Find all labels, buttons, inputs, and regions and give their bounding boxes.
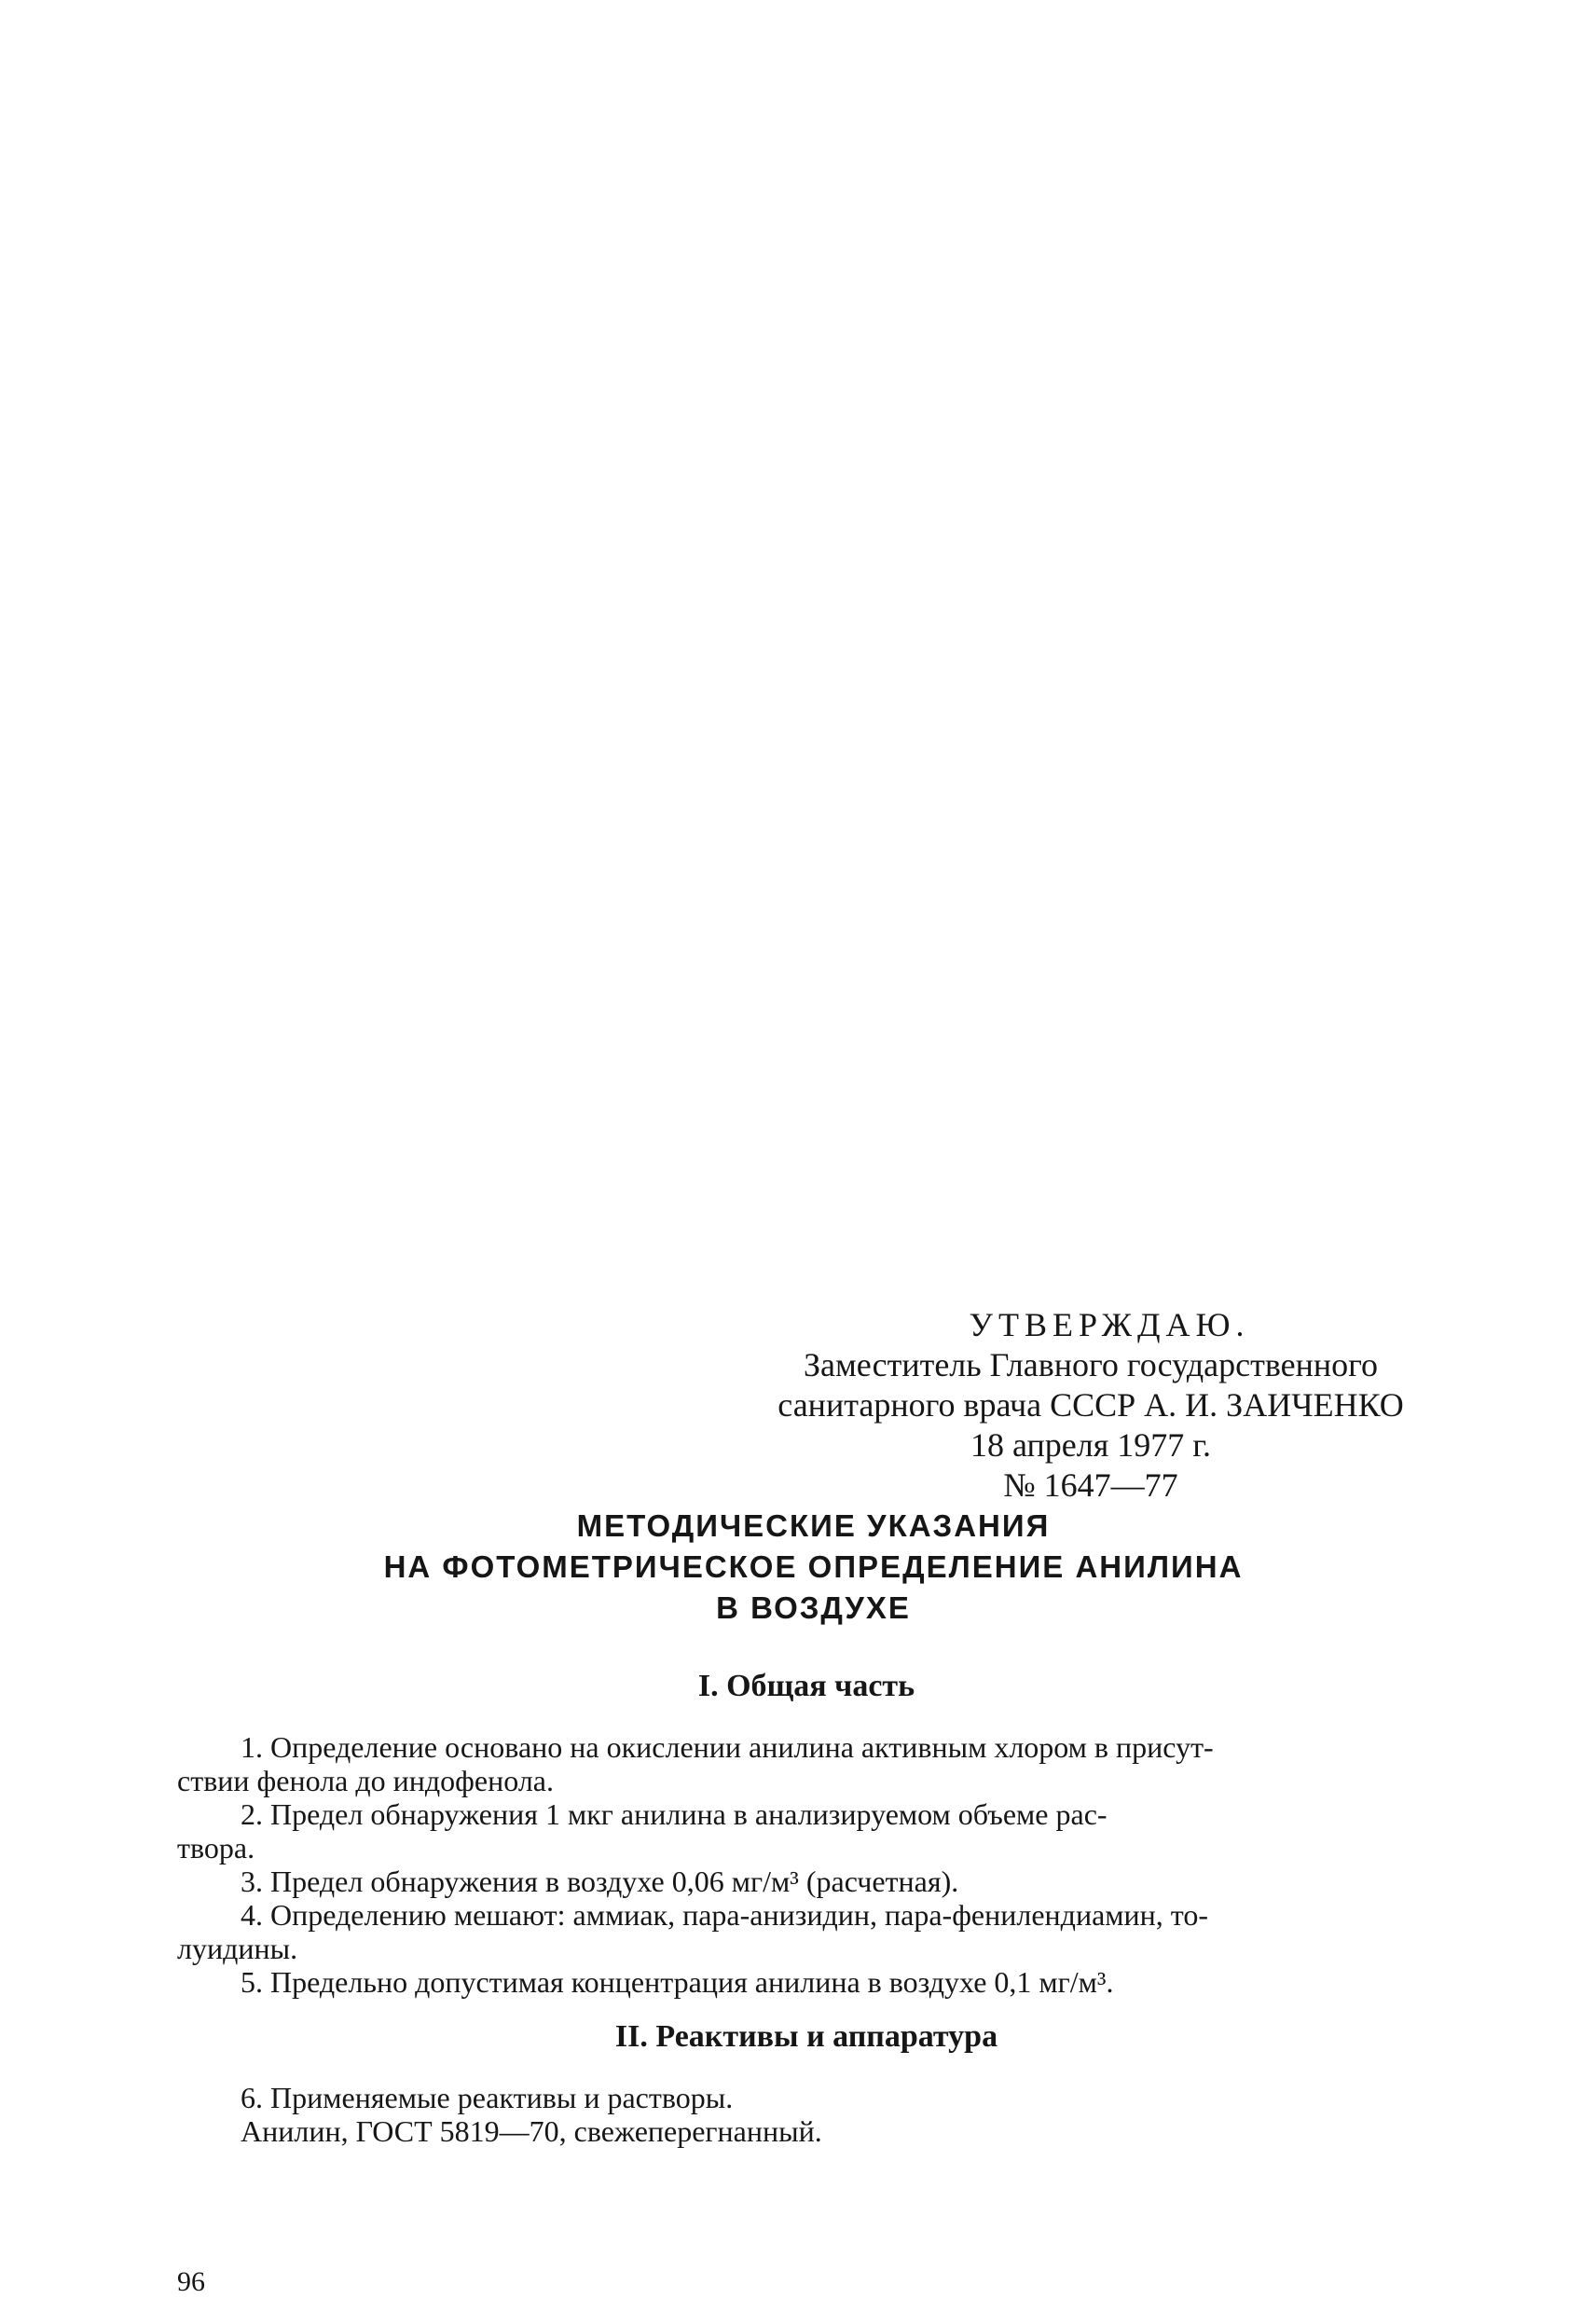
paragraph-first-line: 5. Предельно допустимая концентрация анилина в воздухе 0,1 мг/м³. xyxy=(241,1965,1114,1999)
paragraph-item-6: 6. Применяемые реактивы и растворы. xyxy=(241,2081,734,2114)
approval-heading: УТВЕРЖДАЮ. xyxy=(969,1306,1250,1343)
approval-number: № 1647—77 xyxy=(1003,1466,1178,1504)
section-general-body xyxy=(177,1730,1440,1999)
paragraph-first-line: 1. Определение основано на окислении анилина активным хлором в присут- xyxy=(241,1730,1214,1764)
paragraph-continuation: твора. xyxy=(177,1831,255,1865)
paragraph-continuation: ствии фенола до индофенола. xyxy=(177,1764,554,1797)
approval-position: Заместитель Главного государственного xyxy=(803,1346,1379,1383)
page-number: 96 xyxy=(177,2266,205,2297)
paragraph-item-3 xyxy=(177,1865,1440,1898)
paragraph-first-line: 4. Определению мешают: аммиак, пара-анизидин, пара-фенилендиамин, то- xyxy=(241,1898,1208,1932)
paragraph-first-line: 2. Предел обнаружения 1 мкг анилина в анализируемом объеме рас- xyxy=(241,1797,1108,1831)
title-line-1: МЕТОДИЧЕСКИЕ УКАЗАНИЯ xyxy=(576,1508,1051,1543)
section-heading-reagents: II. Реактивы и аппаратура xyxy=(614,2019,998,2054)
paragraph-item-4 xyxy=(177,1898,1440,1965)
paragraph-first-line: 3. Предел обнаружения в воздухе 0,06 мг/м³ (расчетная). xyxy=(241,1865,959,1898)
title-line-3: В ВОЗДУХЕ xyxy=(716,1590,911,1625)
paragraph-item-5 xyxy=(177,1965,1440,1999)
title-line-2: НА ФОТОМЕТРИЧЕСКОЕ ОПРЕДЕЛЕНИЕ АНИЛИНА xyxy=(383,1549,1244,1584)
section-heading-general: I. Общая часть xyxy=(697,1669,915,1703)
section-reagents-body xyxy=(177,2081,1440,2148)
document-title xyxy=(308,1506,1319,1629)
paragraph-item-1 xyxy=(177,1730,1440,1797)
approval-date: 18 апреля 1977 г. xyxy=(970,1426,1211,1464)
paragraph-aniline: Анилин, ГОСТ 5819—70, свежеперегнанный. xyxy=(241,2114,822,2148)
paragraph-item-2 xyxy=(177,1797,1440,1865)
approval-block xyxy=(736,1305,1445,1506)
paragraph-continuation: луидины. xyxy=(177,1932,298,1965)
approval-signatory: санитарного врача СССР А. И. ЗАИЧЕНКО xyxy=(777,1386,1404,1424)
